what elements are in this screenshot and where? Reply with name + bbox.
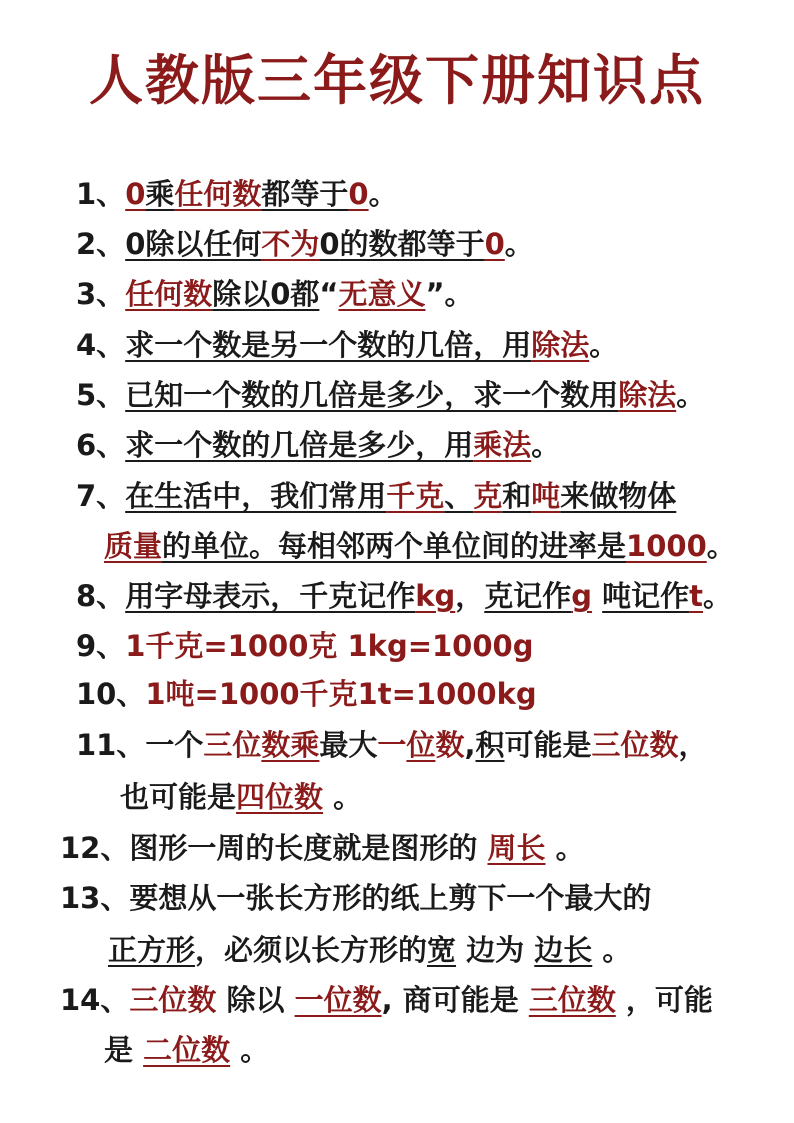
text-segment: 1、 bbox=[76, 177, 126, 211]
text-segment: 3、 bbox=[76, 277, 126, 311]
text-segment: 都等于 bbox=[261, 177, 349, 211]
text-segment: 14、 bbox=[60, 983, 130, 1017]
text-segment: 一 bbox=[377, 728, 407, 762]
text-segment: 用字母表示，千克记作 bbox=[125, 579, 416, 613]
knowledge-item-7-line-2 bbox=[104, 526, 736, 566]
text-segment: 。 bbox=[589, 328, 619, 362]
text-segment: 可能是 bbox=[504, 728, 592, 762]
text-segment: 9、 bbox=[76, 629, 126, 663]
text-segment: 是 bbox=[104, 1033, 144, 1067]
knowledge-item-13-line-1 bbox=[60, 878, 651, 918]
text-segment: 乘 bbox=[145, 177, 175, 211]
text-segment: kg bbox=[415, 579, 456, 613]
text-segment: 最大 bbox=[319, 728, 378, 762]
text-segment: 吨记作 bbox=[602, 579, 690, 613]
text-segment: 11、一个 bbox=[76, 728, 204, 762]
text-segment: 。 bbox=[444, 277, 474, 311]
text-segment: 边长 bbox=[534, 933, 593, 967]
text-segment: 。 bbox=[323, 780, 363, 814]
text-segment: 质量 bbox=[104, 529, 163, 563]
text-segment: 三位数 bbox=[591, 728, 679, 762]
text-segment: 。 bbox=[706, 529, 736, 563]
text-segment: 除以0都 bbox=[212, 277, 320, 311]
knowledge-item-13-line-2 bbox=[108, 930, 631, 970]
text-segment: 周长 bbox=[487, 831, 546, 865]
text-segment: 来做物体 bbox=[560, 479, 677, 513]
text-segment: 四位数 bbox=[236, 780, 324, 814]
knowledge-item-6-line-1 bbox=[76, 425, 560, 465]
knowledge-item-5-line-1 bbox=[76, 375, 705, 415]
text-segment: 和 bbox=[502, 479, 532, 513]
knowledge-item-2-line-1 bbox=[76, 224, 534, 264]
text-segment: 克 bbox=[473, 479, 503, 513]
text-segment: 在生活中，我们常用 bbox=[125, 479, 387, 513]
text-segment: 除法 bbox=[531, 328, 590, 362]
text-segment: 5、 bbox=[76, 378, 126, 412]
text-segment: 三位 bbox=[203, 728, 262, 762]
text-segment: 位 bbox=[406, 728, 436, 762]
knowledge-item-1-line-1 bbox=[76, 174, 398, 214]
text-segment: 二位数 bbox=[143, 1033, 231, 1067]
text-segment: 求一个数是另一个数的几倍，用 bbox=[125, 328, 532, 362]
knowledge-item-3-line-1 bbox=[76, 274, 474, 314]
text-segment: 1千克=1000克 1kg=1000g bbox=[125, 629, 534, 663]
text-segment: 1000 bbox=[626, 529, 707, 563]
text-segment: , 商可能是 bbox=[381, 983, 529, 1017]
text-segment: 千克 bbox=[386, 479, 445, 513]
knowledge-item-9-line-1 bbox=[76, 626, 533, 666]
knowledge-item-10-line-1 bbox=[76, 674, 537, 714]
text-segment: 6、 bbox=[76, 428, 126, 462]
text-segment: 不为 bbox=[261, 227, 320, 261]
text-segment: 积 bbox=[475, 728, 505, 762]
knowledge-item-14-line-1 bbox=[60, 980, 713, 1020]
text-segment: 除法 bbox=[618, 378, 677, 412]
text-segment: 7、 bbox=[76, 479, 126, 513]
text-segment: 求一个数的几倍是多少，用 bbox=[125, 428, 474, 462]
text-segment: 、 bbox=[444, 479, 474, 513]
text-segment: 数 bbox=[435, 728, 465, 762]
text-segment: 8、 bbox=[76, 579, 126, 613]
text-segment: 。 bbox=[531, 428, 561, 462]
text-segment: 三位数 bbox=[528, 983, 616, 1017]
text-segment: 0 bbox=[319, 227, 340, 261]
text-segment: 数乘 bbox=[261, 728, 320, 762]
text-segment: 。 bbox=[545, 831, 585, 865]
text-segment: 。 bbox=[703, 579, 733, 613]
text-segment: 4、 bbox=[76, 328, 126, 362]
text-segment: 一位数 bbox=[294, 983, 382, 1017]
text-segment: ，可能 bbox=[615, 983, 713, 1017]
text-segment: 无意义 bbox=[338, 277, 426, 311]
text-segment: 除以 bbox=[216, 983, 295, 1017]
text-segment: 的数都等于 bbox=[339, 227, 485, 261]
text-segment: g bbox=[571, 579, 593, 613]
text-segment: 的单位。每相邻两个单位间的进率是 bbox=[162, 529, 627, 563]
knowledge-item-4-line-1 bbox=[76, 325, 618, 365]
text-segment: 2、 bbox=[76, 227, 126, 261]
text-segment: 12、图形一周的长度就是图形的 bbox=[60, 831, 488, 865]
text-segment: 10、 bbox=[76, 677, 146, 711]
text-segment: 任何数 bbox=[174, 177, 262, 211]
knowledge-item-8-line-1 bbox=[76, 576, 732, 616]
text-segment: 正方形 bbox=[108, 933, 196, 967]
knowledge-item-12-line-1 bbox=[60, 828, 585, 868]
text-segment: 13、要想从一张长方形的纸上剪下一个最大的 bbox=[60, 881, 652, 915]
text-segment: 0除以任何 bbox=[125, 227, 262, 261]
text-segment: ， bbox=[455, 579, 485, 613]
text-segment: 。 bbox=[676, 378, 706, 412]
text-segment: 1吨=1000千克1t=1000kg bbox=[145, 677, 537, 711]
text-segment: 。 bbox=[592, 933, 632, 967]
text-segment: 已知一个数的几倍是多少，求一个数用 bbox=[125, 378, 619, 412]
text-segment: 边为 bbox=[456, 933, 535, 967]
text-segment: 0 bbox=[484, 227, 505, 261]
text-segment: 任何数 bbox=[125, 277, 213, 311]
text-segment bbox=[592, 579, 602, 613]
text-segment: ，必须以长方形的 bbox=[195, 933, 428, 967]
text-segment: 。 bbox=[504, 227, 534, 261]
knowledge-item-11-line-2 bbox=[120, 777, 362, 817]
text-segment: , bbox=[464, 728, 476, 762]
text-segment: ， bbox=[678, 728, 708, 762]
text-segment: “ bbox=[319, 277, 339, 311]
text-segment: 也可能是 bbox=[120, 780, 237, 814]
text-segment: 0 bbox=[348, 177, 369, 211]
text-segment: 克记作 bbox=[484, 579, 572, 613]
text-segment: t bbox=[689, 579, 704, 613]
text-segment: 。 bbox=[230, 1033, 270, 1067]
text-segment: 0 bbox=[125, 177, 146, 211]
text-segment: 。 bbox=[368, 177, 398, 211]
knowledge-item-11-line-1 bbox=[76, 725, 708, 765]
text-segment: ” bbox=[425, 277, 445, 311]
text-segment: 吨 bbox=[531, 479, 561, 513]
page-title: 人教版三年级下册知识点 bbox=[89, 49, 705, 112]
text-segment: 三位数 bbox=[129, 983, 217, 1017]
knowledge-item-7-line-1 bbox=[76, 476, 676, 516]
text-segment: 宽 bbox=[427, 933, 457, 967]
knowledge-item-14-line-2 bbox=[104, 1030, 269, 1070]
text-segment: 乘法 bbox=[473, 428, 532, 462]
